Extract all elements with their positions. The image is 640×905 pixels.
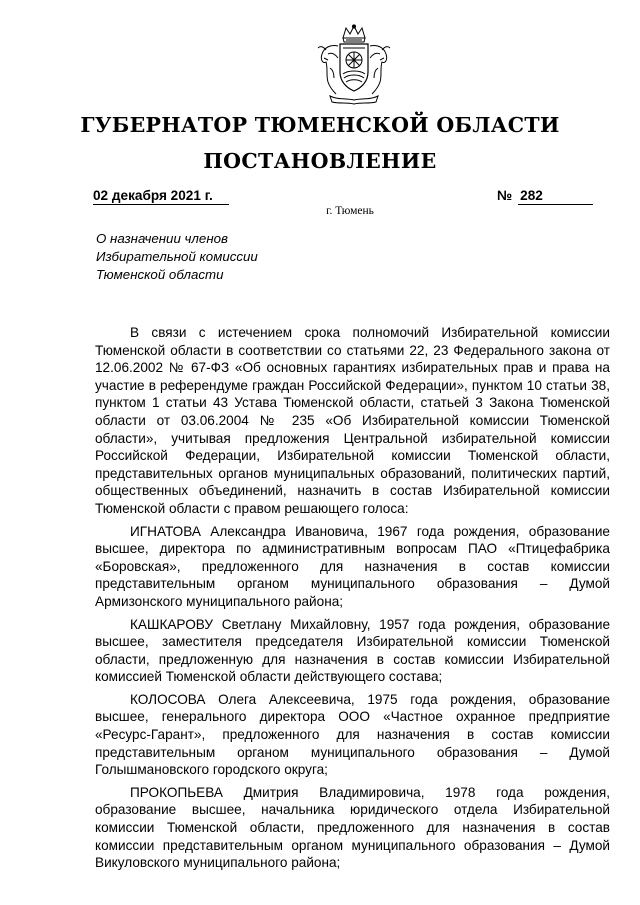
authority-title: ГУБЕРНАТОР ТЮМЕНСКОЙ ОБЛАСТИ [80, 113, 560, 137]
city-label: г. Тюмень [326, 205, 374, 217]
preamble-paragraph: В связи с истечением срока полномочий Избирательной комиссии Тюменской области в соответствии со статьями 22, 23 Федерального закона от 12.06.2002 № 67-ФЗ «Об основных гарантиях избирательных прав и права на участие в референдуме граждан Российской Федерации», пунктом 10 статьи 38, пунктом 1 статьи 43 Устава Тюменской области, статьей 3 Закона Тюменской области от 03.06.2004 № 235 «Об Избирательной комиссии Тюменской области», учитывая предложения Центральной избирательной комиссии Российской Федерации, Избирательной комиссии Тюменской области, представительных органов муниципальных образований, политических партий, общественных объединений, назначить в состав Избирательной комиссии Тюменской области с правом решающего голоса: [95, 325, 610, 516]
document-type-title: ПОСТАНОВЛЕНИЕ [203, 149, 437, 173]
coat-of-arms-icon [316, 24, 392, 106]
subject-line: Тюменской области [96, 266, 224, 282]
decree-number-block [497, 188, 604, 205]
appointee-paragraph: КАШКАРОВУ Светлану Михайловну, 1957 года рождения, образование высшее, заместителя председателя Избирательной комиссии Тюменской области, предложенную для назначения в состав комиссии Избирательной комиссией Тюменской области действующего состава; [95, 616, 610, 685]
decree-number: 282 [518, 188, 593, 205]
appointee-paragraph: КОЛОСОВА Олега Алексеевича, 1975 года рождения, образование высшее, генерального директора ООО «Частное охранное предприятие «Ресурс-Гарант», предложенного для назначения в состав комиссии представительным органом муниципального образования – Думой Голышмановского городского округа; [95, 691, 610, 778]
appointee-paragraph: ИГНАТОВА Александра Ивановича, 1967 года рождения, образование высшее, директора по административным вопросам ПАО «Птицефабрика «Боровская», предложенного для назначения в состав комиссии представительным органом муниципального образования – Думой Армизонского муниципального района; [95, 523, 610, 609]
number-sign: № [497, 188, 513, 203]
appointee-paragraph: ПРОКОПЬЕВА Дмитрия Владимировича, 1978 года рождения, образование высшее, начальника юридического отдела Избирательной комиссии Тюменской области, предложенного для назначения в состав комиссии представительным органом муниципального образования – Думой Викуловского муниципального района; [95, 784, 610, 871]
decree-subject [96, 230, 258, 283]
subject-line: О назначении членов [96, 231, 228, 246]
decree-body [95, 324, 610, 877]
decree-date: 02 декабря 2021 г. [93, 188, 229, 205]
subject-line: Избирательной комиссии [96, 248, 258, 264]
